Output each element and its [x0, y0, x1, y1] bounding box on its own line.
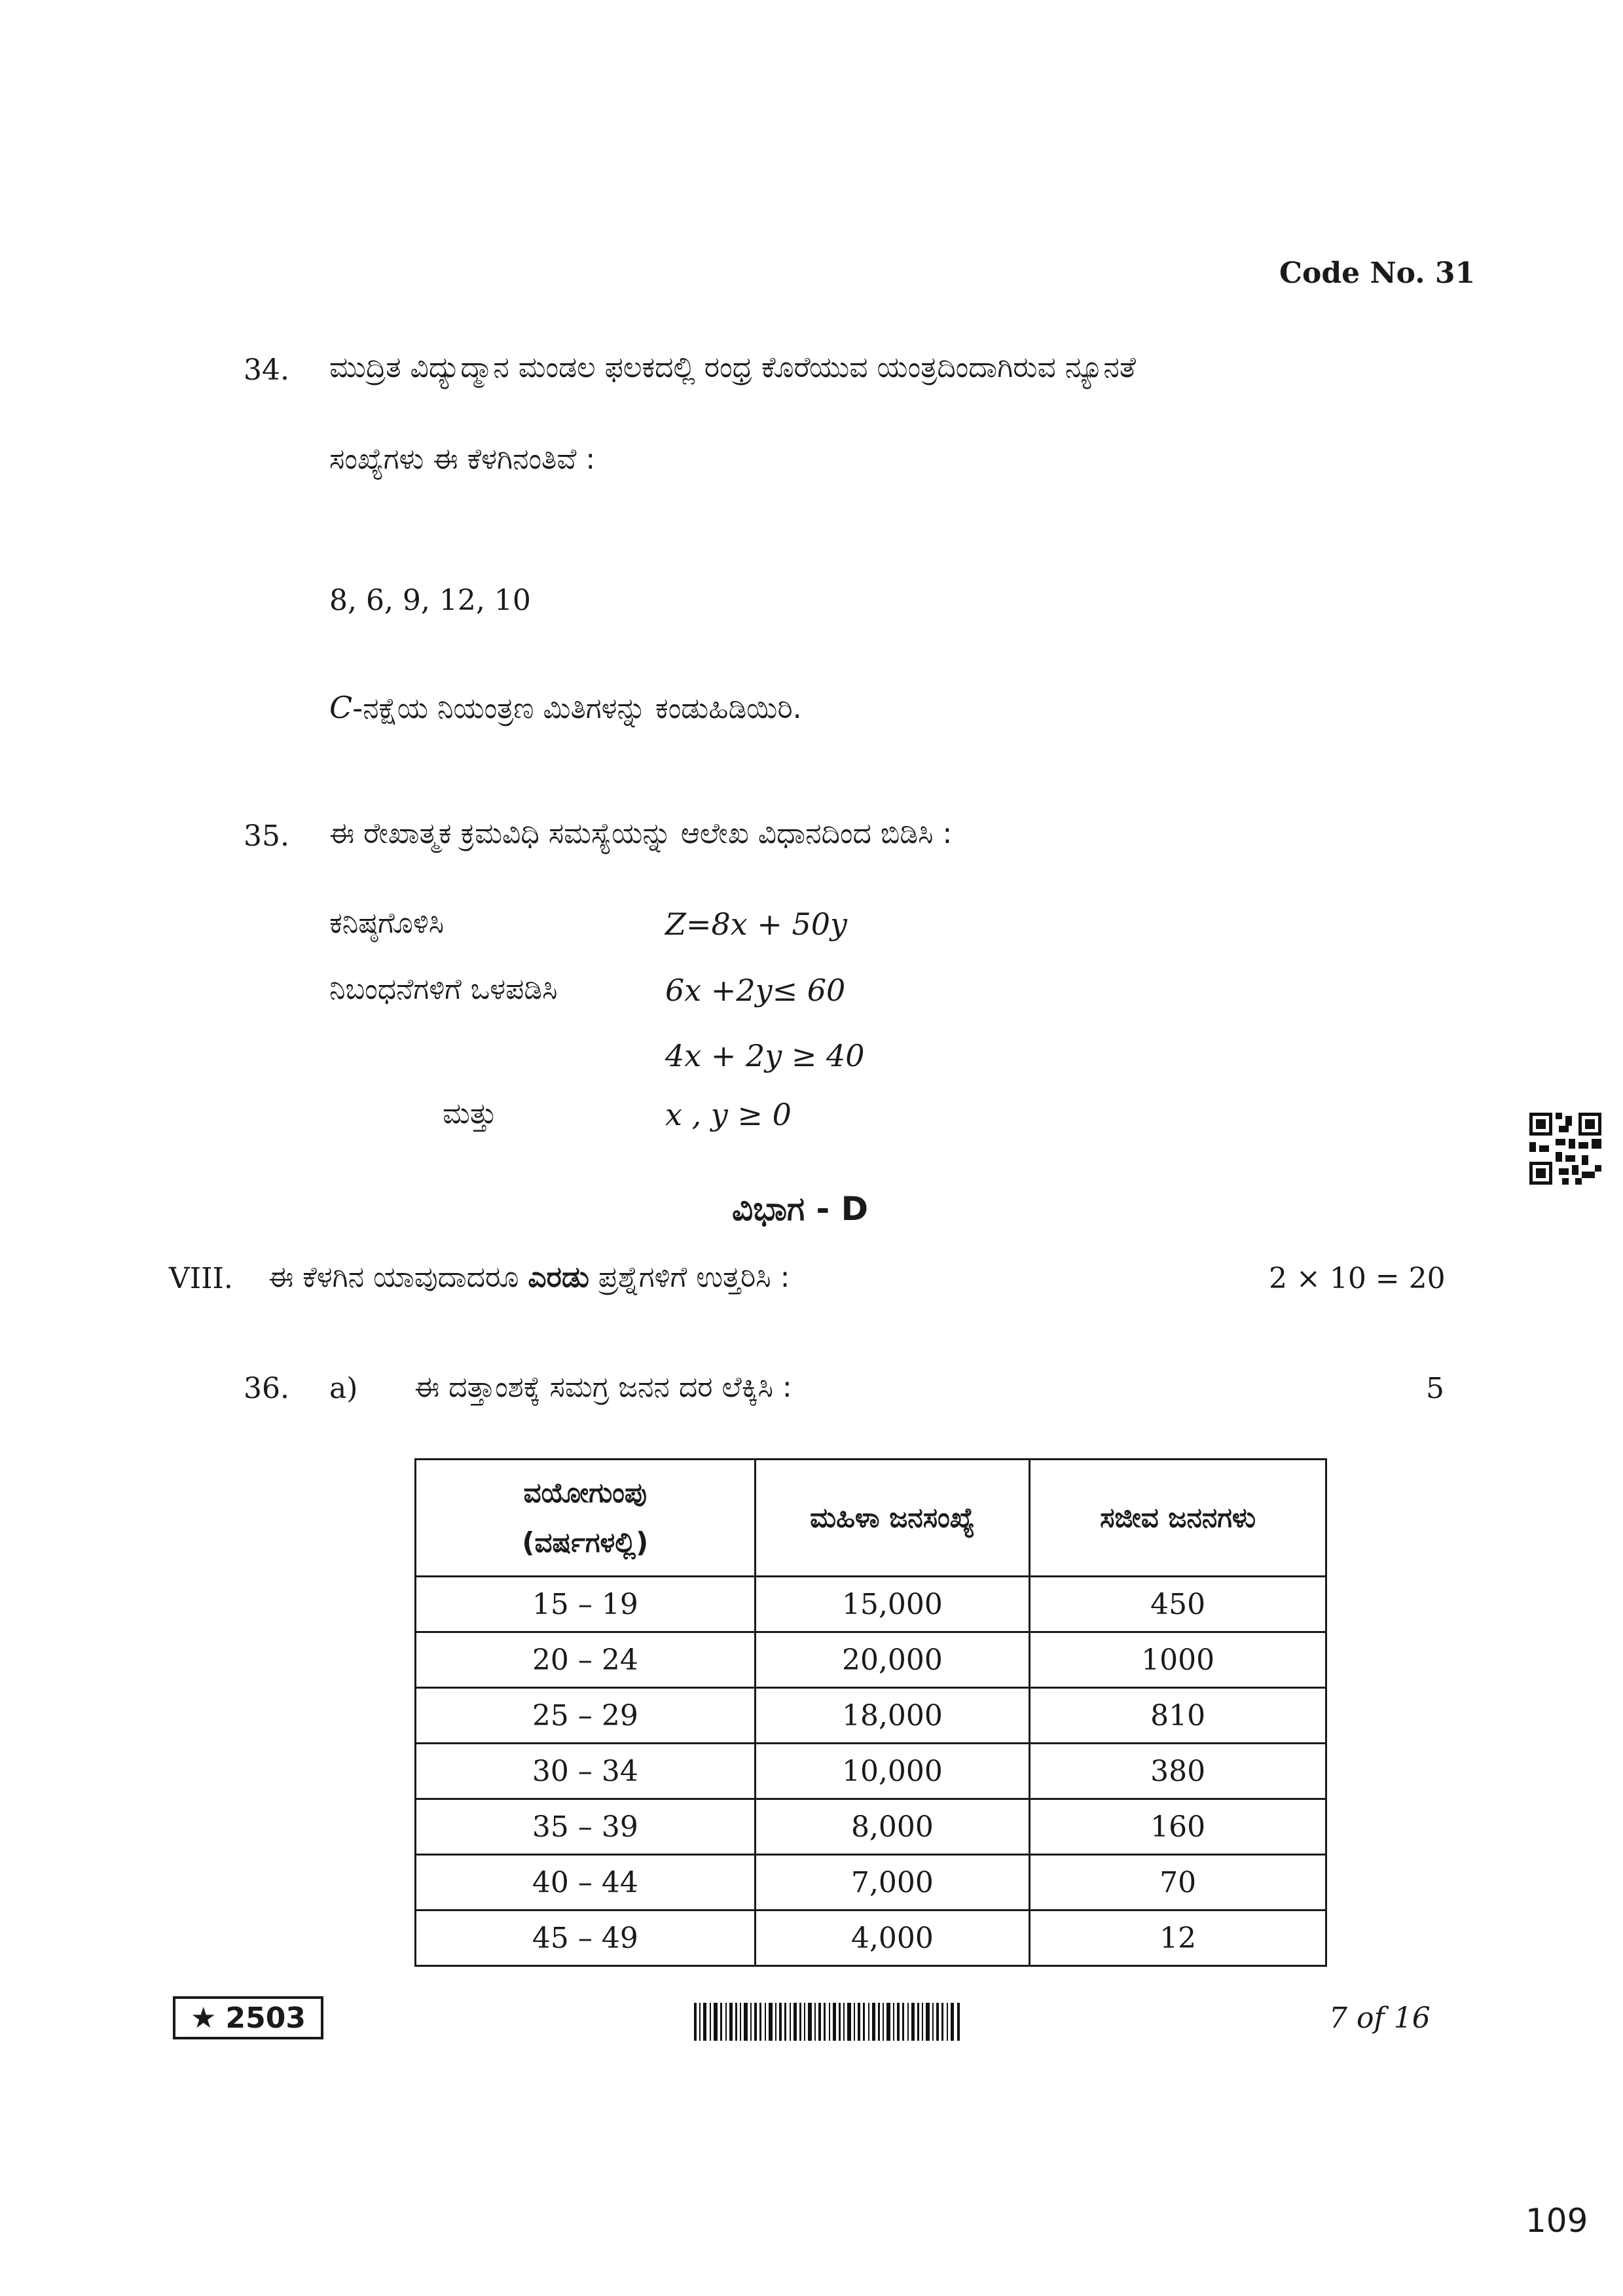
paper-code-badge — [173, 1996, 323, 2039]
page-number: 109 — [1525, 2202, 1588, 2240]
table-row — [416, 1799, 1326, 1855]
cell-female: 18,000 — [755, 1688, 1030, 1744]
header-age-line2: (ವರ್ಷಗಳಲ್ಲಿ) — [522, 1526, 649, 1558]
cell-age: 15 – 19 — [416, 1577, 756, 1632]
q35-minimize-label: ಕನಿಷ್ಠಗೊಳಿಸಿ — [329, 906, 445, 940]
q36-part: a) — [329, 1372, 358, 1405]
q35-line1: ಈ ರೇಖಾತ್ಮಕ ಕ್ರಮವಿಧಿ ಸಮಸ್ಯೆಯನ್ನು ಆಲೇಖ ವಿಧಾನದಿಂದ ಬಿಡಿಸಿ : — [329, 817, 953, 850]
cell-age: 40 – 44 — [416, 1855, 756, 1910]
cell-age: 25 – 29 — [416, 1688, 756, 1744]
q36-marks: 5 — [1426, 1372, 1444, 1405]
q34-task — [329, 690, 802, 725]
q34-task-chart-letter: C — [329, 690, 353, 725]
cell-female: 10,000 — [755, 1744, 1030, 1799]
cell-births: 810 — [1030, 1688, 1326, 1744]
q34-values: 8, 6, 9, 12, 10 — [329, 584, 531, 617]
q35-and-label: ಮತ್ತು — [443, 1097, 497, 1130]
q35-constraint-2: 4x + 2y ≥ 40 — [665, 1038, 865, 1073]
barcode-icon — [694, 2003, 961, 2041]
cell-female: 4,000 — [755, 1910, 1030, 1966]
table-row — [416, 1688, 1326, 1744]
fertility-table — [414, 1458, 1327, 1967]
section-title: ವಿಭಾಗ - D — [732, 1190, 869, 1228]
q35-constraint-1: 6x +2y≤ 60 — [665, 973, 846, 1008]
page-indicator: 7 of 16 — [1329, 2001, 1431, 2035]
cell-female: 20,000 — [755, 1632, 1030, 1688]
q8-instruction — [268, 1261, 790, 1294]
cell-female: 8,000 — [755, 1799, 1030, 1855]
cell-births: 380 — [1030, 1744, 1326, 1799]
table-row — [416, 1632, 1326, 1688]
table-row — [416, 1744, 1326, 1799]
table-row — [416, 1855, 1326, 1910]
table-row — [416, 1577, 1326, 1632]
header-age-line1: ವಯೋಗುಂಪು — [523, 1477, 647, 1509]
cell-age: 20 – 24 — [416, 1632, 756, 1688]
cell-female: 7,000 — [755, 1855, 1030, 1910]
q8-text-after: ಪ್ರಶ್ನೆಗಳಿಗೆ ಉತ್ತರಿಸಿ : — [589, 1261, 790, 1294]
q36-number: 36. — [244, 1372, 289, 1405]
q8-text-before: ಈ ಕೆಳಗಿನ ಯಾವುದಾದರೂ — [268, 1261, 528, 1294]
q8-marks: 2 × 10 = 20 — [1269, 1262, 1446, 1295]
cell-births: 450 — [1030, 1577, 1326, 1632]
cell-age: 35 – 39 — [416, 1799, 756, 1855]
star-icon: ★ — [191, 2001, 217, 2035]
cell-births: 1000 — [1030, 1632, 1326, 1688]
q36-text: ಈ ದತ್ತಾಂಶಕ್ಕೆ ಸಮಗ್ರ ಜನನ ದರ ಲೆಕ್ಕಿಸಿ : — [414, 1371, 792, 1404]
q35-number: 35. — [244, 819, 289, 853]
q34-line1: ಮುದ್ರಿತ ವಿದ್ಯುದ್ಮಾನ ಮಂಡಲ ಫಲಕದಲ್ಲಿ ರಂಧ್ರ ಕೊರೆಯುವ ಯಂತ್ರದಿಂದಾಗಿರುವ ನ್ಯೂನತೆ — [329, 351, 1136, 384]
header-live-births: ಸಜೀವ ಜನನಗಳು — [1030, 1460, 1326, 1577]
paper-code: 2503 — [225, 2001, 306, 2035]
code-number: Code No. 31 — [1279, 257, 1476, 290]
cell-female: 15,000 — [755, 1577, 1030, 1632]
qr-code-icon — [1529, 1113, 1601, 1185]
q8-text-bold: ಎರಡು — [528, 1261, 589, 1294]
q35-objective: Z=8x + 50y — [665, 906, 848, 942]
q35-constraint-3: x , y ≥ 0 — [665, 1097, 792, 1132]
table-header-row — [416, 1460, 1326, 1577]
table-row — [416, 1910, 1326, 1966]
cell-births: 12 — [1030, 1910, 1326, 1966]
cell-births: 70 — [1030, 1855, 1326, 1910]
header-age-group — [416, 1460, 756, 1577]
q34-line2: ಸಂಖ್ಯೆಗಳು ಈ ಕೆಳಗಿನಂತಿವೆ : — [329, 442, 596, 476]
header-female-population: ಮಹಿಳಾ ಜನಸಂಖ್ಯೆ — [755, 1460, 1030, 1577]
cell-age: 30 – 34 — [416, 1744, 756, 1799]
q34-task-text: -ನಕ್ಷೆಯ ನಿಯಂತ್ರಣ ಮಿತಿಗಳನ್ನು ಕಂಡುಹಿಡಿಯಿರಿ. — [352, 692, 802, 725]
cell-births: 160 — [1030, 1799, 1326, 1855]
q34-number: 34. — [244, 353, 289, 387]
q8-number: VIII. — [169, 1262, 233, 1295]
q35-subject-label: ನಿಬಂಧನೆಗಳಿಗೆ ಒಳಪಡಿಸಿ — [329, 973, 558, 1006]
cell-age: 45 – 49 — [416, 1910, 756, 1966]
